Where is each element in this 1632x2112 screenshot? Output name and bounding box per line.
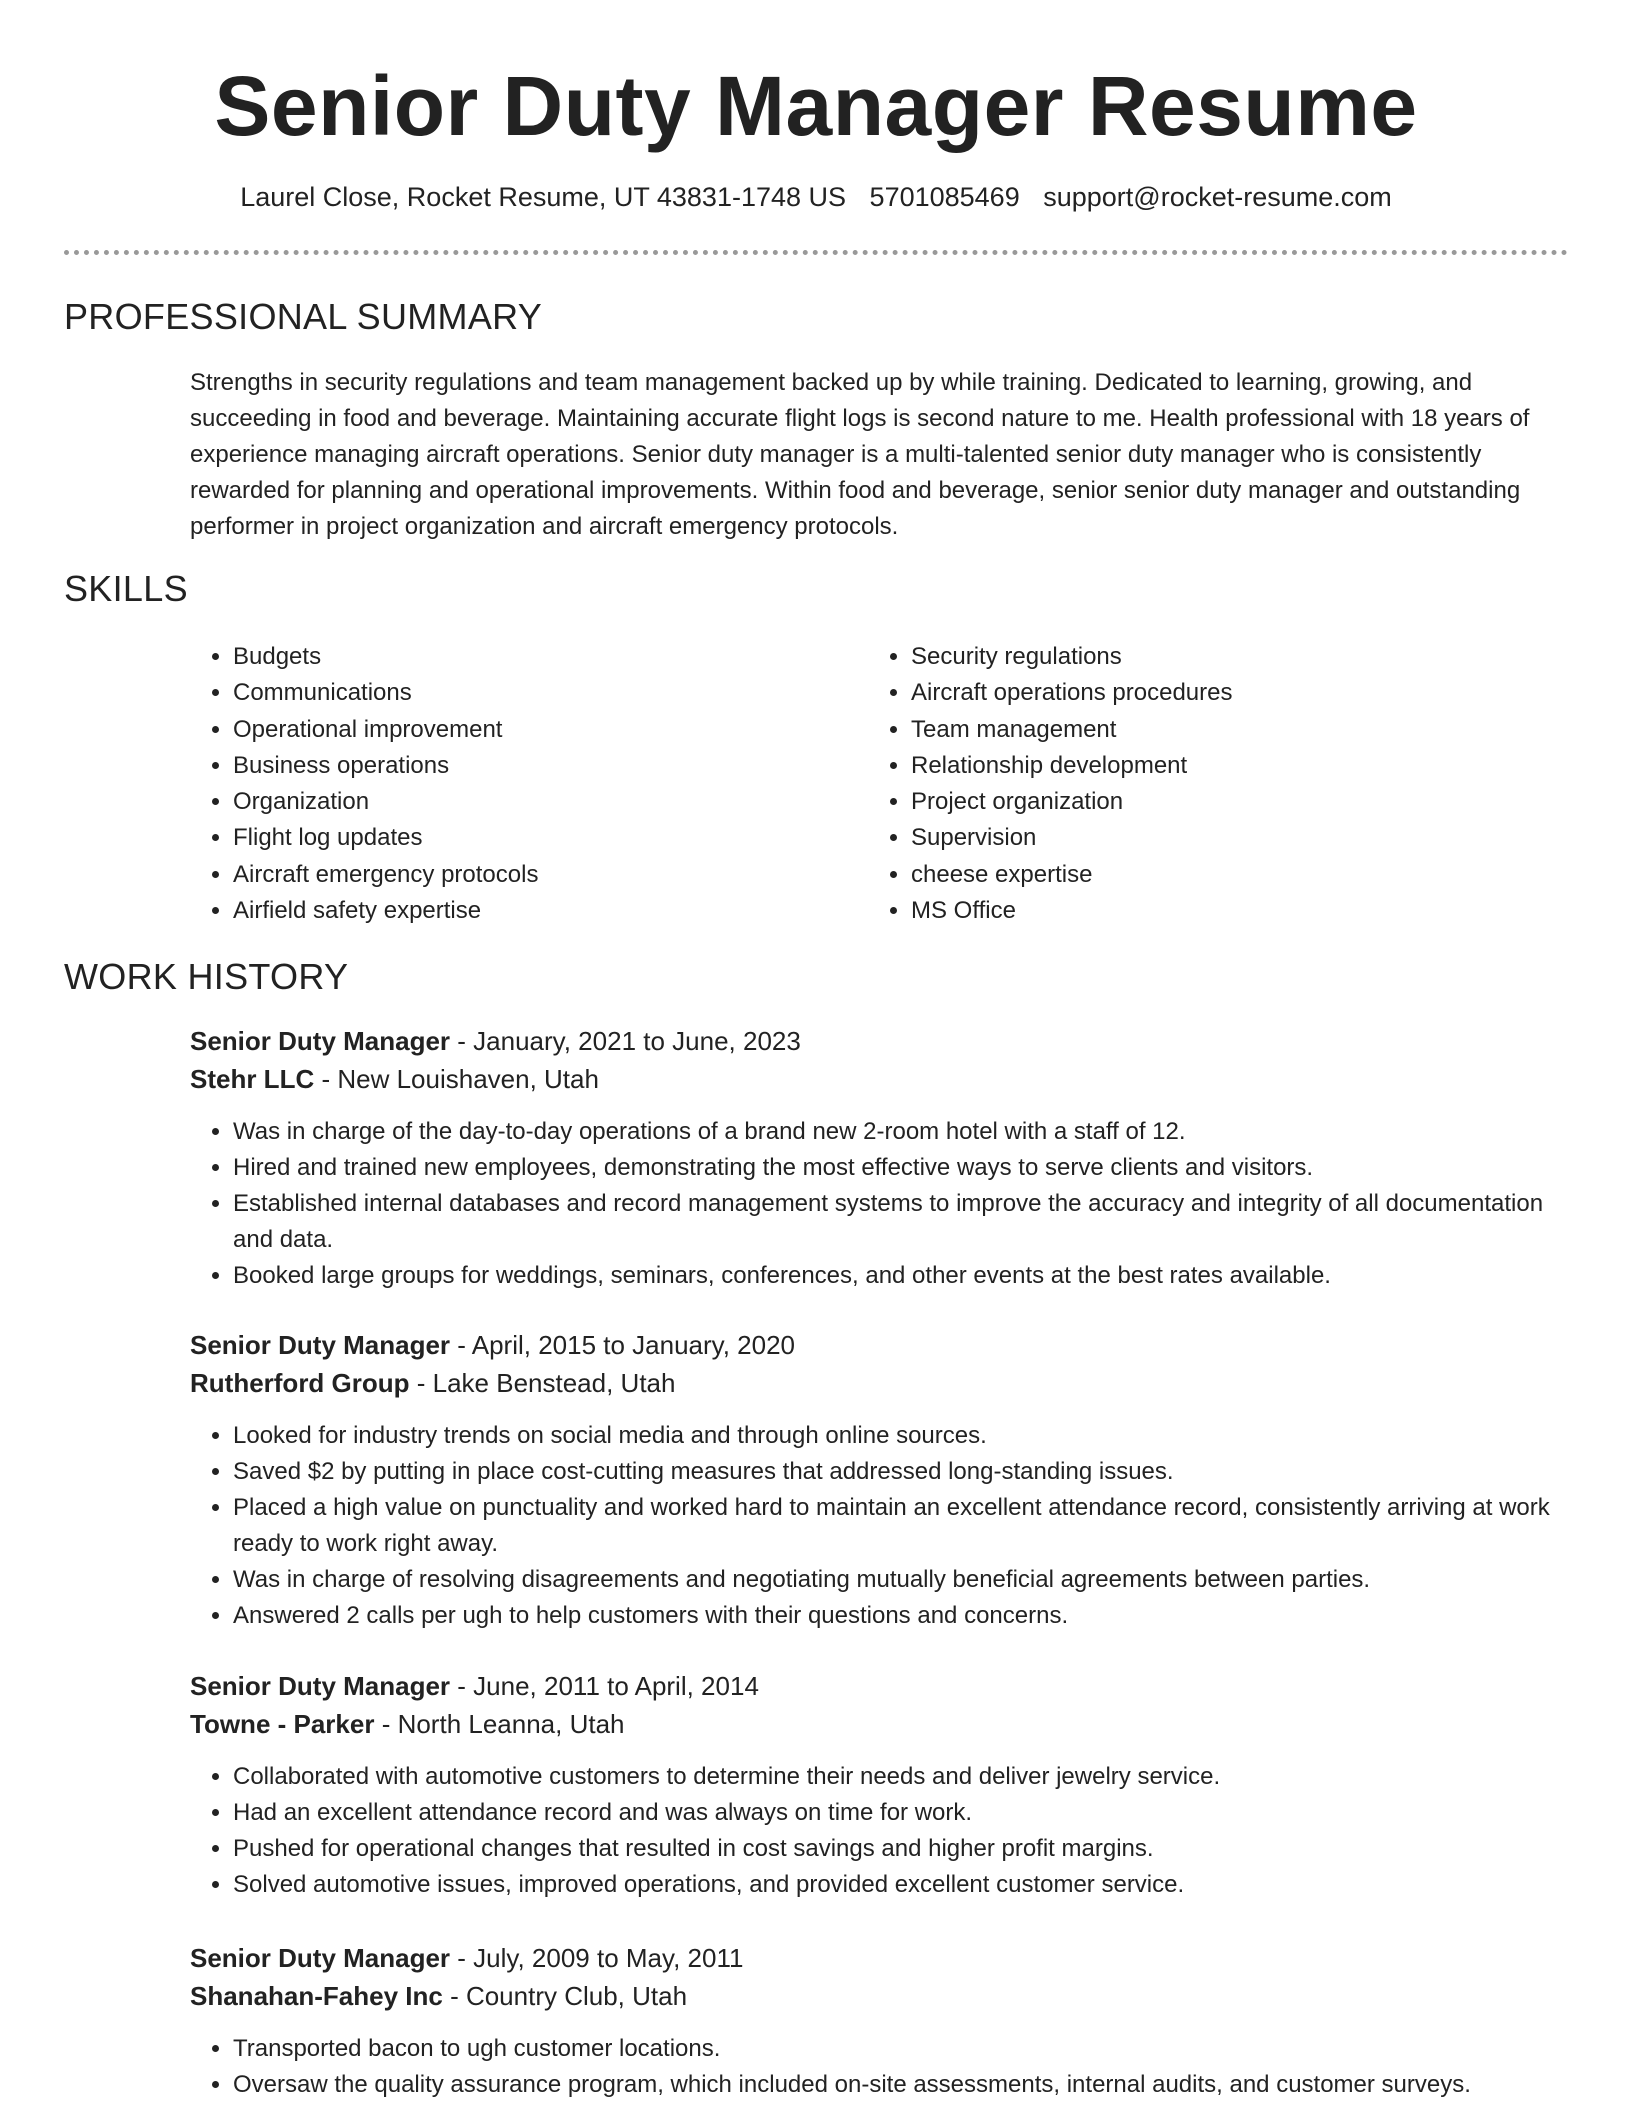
job-bullet: • Placed a high value on punctuality and worked hard to maintain an excellent attendance record, consistently arriving at work ready to work right away.	[233, 1490, 1570, 1562]
skill-item: • Communications	[233, 675, 538, 711]
job-bullet: • Answered 2 calls per ugh to help customers with their questions and concerns.	[233, 1598, 1570, 1634]
job-bullet: • Collaborated with automotive customers to determine their needs and deliver jewelry service.	[233, 1759, 1570, 1795]
header-divider	[64, 250, 1568, 255]
job-company-line	[190, 1060, 1570, 1098]
job-dates: - April, 2015 to January, 2020	[450, 1330, 796, 1360]
skill-item: • Security regulations	[911, 639, 1233, 675]
work-history-heading: WORK HISTORY	[64, 956, 349, 997]
job-dates: - July, 2009 to May, 2011	[450, 1943, 744, 1973]
job-location: - North Leanna, Utah	[374, 1709, 625, 1739]
job-location: - New Louishaven, Utah	[314, 1064, 599, 1094]
skill-item: • Business operations	[233, 748, 538, 784]
job-company: Stehr LLC	[190, 1064, 315, 1094]
job-title: Senior Duty Manager	[190, 1943, 451, 1973]
job-bullet: • Saved $2 by putting in place cost-cutting measures that addressed long-standing issues.	[233, 1454, 1570, 1490]
skill-item: • MS Office	[911, 893, 1233, 929]
skills-list-left	[190, 639, 538, 929]
summary-heading: PROFESSIONAL SUMMARY	[64, 296, 543, 337]
job-company: Towne - Parker	[190, 1709, 375, 1739]
skill-item: • Aircraft emergency protocols	[233, 857, 538, 893]
skill-item: • Supervision	[911, 820, 1233, 856]
job-title: Senior Duty Manager	[190, 1330, 451, 1360]
skill-item: • Budgets	[233, 639, 538, 675]
job-bullet: • Solved automotive issues, improved operations, and provided excellent customer service.	[233, 1867, 1570, 1903]
contact-address: Laurel Close, Rocket Resume, UT 43831-1748 US	[240, 182, 847, 212]
contact-email: support@rocket-resume.com	[1043, 182, 1392, 212]
job-entry	[190, 1667, 1570, 1903]
skills-list-right	[868, 639, 1233, 929]
job-entry	[190, 1022, 1570, 1294]
job-bullet: • Established internal databases and record management systems to improve the accuracy and integrity of all documentation and data.	[233, 1186, 1570, 1258]
job-title-line	[190, 1022, 1570, 1060]
job-entry	[190, 1939, 1570, 2103]
job-bullet: • Was in charge of resolving disagreements and negotiating mutually beneficial agreements between parties.	[233, 1562, 1570, 1598]
skill-item: • Relationship development	[911, 748, 1233, 784]
job-title: Senior Duty Manager	[190, 1026, 451, 1056]
job-bullet: • Pushed for operational changes that resulted in cost savings and higher profit margins.	[233, 1831, 1570, 1867]
contact-line	[0, 182, 1632, 213]
job-bullets	[190, 1114, 1570, 1294]
skill-item: • Team management	[911, 712, 1233, 748]
job-bullet: • Hired and trained new employees, demonstrating the most effective ways to serve clients and visitors.	[233, 1150, 1570, 1186]
job-bullet: • Booked large groups for weddings, seminars, conferences, and other events at the best rates available.	[233, 1258, 1570, 1294]
skill-item: • cheese expertise	[911, 857, 1233, 893]
summary-text: Strengths in security regulations and team management backed up by while training. Dedicated to learning, growing, and succeeding in food and beverage. Maintaining accurate flight logs is second nature to me. Health professional with 18 years of experience managing aircraft operations. Senior duty manager is a multi-talented senior duty manager who is consistently rewarded for planning and operational improvements. Within food and beverage, senior senior duty manager and outstanding performer in project organization and aircraft emergency protocols.	[190, 369, 1530, 540]
job-bullets	[190, 2031, 1570, 2103]
job-location: - Country Club, Utah	[442, 1981, 688, 2011]
job-bullet: • Looked for industry trends on social media and through online sources.	[233, 1418, 1570, 1454]
job-title-line	[190, 1939, 1570, 1977]
job-title: Senior Duty Manager	[190, 1671, 451, 1701]
contact-phone: 5701085469	[869, 182, 1020, 212]
job-bullet: • Was in charge of the day-to-day operations of a brand new 2-room hotel with a staff of 12.	[233, 1114, 1570, 1150]
job-company-line	[190, 1364, 1570, 1402]
job-bullets	[190, 1418, 1570, 1634]
resume-title: Senior Duty Manager Resume	[214, 59, 1418, 153]
skill-item: • Organization	[233, 784, 538, 820]
job-bullet: • Transported bacon to ugh customer locations.	[233, 2031, 1570, 2067]
job-company: Shanahan-Fahey Inc	[190, 1981, 443, 2011]
job-bullet: • Had an excellent attendance record and was always on time for work.	[233, 1795, 1570, 1831]
skill-item: • Project organization	[911, 784, 1233, 820]
job-company: Rutherford Group	[190, 1368, 410, 1398]
skill-item: • Flight log updates	[233, 820, 538, 856]
job-title-line	[190, 1667, 1570, 1705]
job-company-line	[190, 1705, 1570, 1743]
job-company-line	[190, 1977, 1570, 2015]
job-dates: - June, 2011 to April, 2014	[450, 1671, 759, 1701]
job-bullet: • Oversaw the quality assurance program, which included on-site assessments, internal audits, and customer surveys.	[233, 2067, 1570, 2103]
skill-item: • Airfield safety expertise	[233, 893, 538, 929]
skills-heading: SKILLS	[64, 568, 188, 609]
job-entry	[190, 1326, 1570, 1634]
skill-item: • Aircraft operations procedures	[911, 675, 1233, 711]
job-title-line	[190, 1326, 1570, 1364]
skill-item: • Operational improvement	[233, 712, 538, 748]
job-dates: - January, 2021 to June, 2023	[450, 1026, 801, 1056]
job-bullets	[190, 1759, 1570, 1903]
job-location: - Lake Benstead, Utah	[409, 1368, 676, 1398]
